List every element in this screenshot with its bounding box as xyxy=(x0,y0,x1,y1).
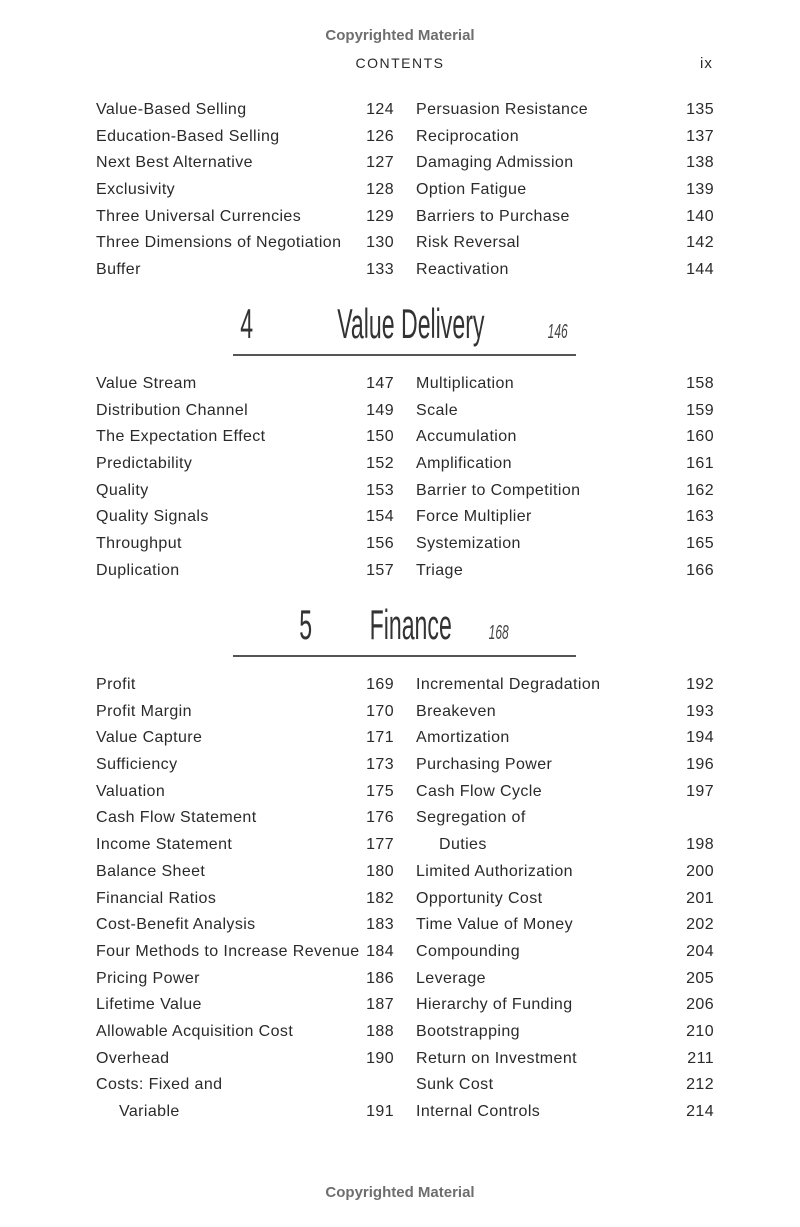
toc-entry[interactable] xyxy=(416,97,714,124)
toc-entry-page: 214 xyxy=(686,1103,714,1120)
toc-entry[interactable] xyxy=(96,725,394,752)
toc-entry-page: 206 xyxy=(686,996,714,1014)
toc-entry-page: 163 xyxy=(686,508,714,526)
toc-entry-page: 126 xyxy=(366,127,394,145)
toc-entry-title: Duplication xyxy=(96,561,180,579)
toc-entry-title: Balance Sheet xyxy=(96,862,206,880)
toc-entry[interactable] xyxy=(416,1019,714,1046)
chapter-heading-4 xyxy=(233,302,576,356)
toc-entry[interactable] xyxy=(96,832,394,859)
toc-entry-page: 200 xyxy=(686,862,714,880)
toc-entry-title: Internal Controls xyxy=(416,1103,541,1120)
toc-entry-page: 140 xyxy=(686,207,714,225)
toc-entry-page: 161 xyxy=(686,455,714,473)
toc-entry-title: Valuation xyxy=(96,782,166,800)
toc-entry[interactable] xyxy=(416,478,714,505)
toc-entry-title: Option Fatigue xyxy=(416,181,527,199)
toc-entry-page: 170 xyxy=(366,702,394,720)
toc-column-right xyxy=(416,97,714,284)
toc-entry-title: Damaging Admission xyxy=(416,154,574,172)
toc-entry-page: 196 xyxy=(686,756,714,774)
toc-entry[interactable] xyxy=(96,504,394,531)
toc-entry[interactable] xyxy=(96,150,394,177)
toc-entry[interactable] xyxy=(416,912,714,939)
toc-entry-title: Costs: Fixed and xyxy=(96,1076,223,1094)
toc-entry-page: 158 xyxy=(686,375,714,392)
toc-entry-title: The Expectation Effect xyxy=(96,428,266,446)
toc-entry-title: Reactivation xyxy=(416,261,509,279)
toc-entry-title: Buffer xyxy=(96,261,141,279)
toc-entry-title: Compounding xyxy=(416,942,521,960)
toc-entry-page: 147 xyxy=(366,375,394,392)
chapter-page: 146 xyxy=(547,321,568,343)
toc-entry-title: Distribution Channel xyxy=(96,401,249,419)
toc-entry[interactable] xyxy=(416,230,714,257)
toc-entry-page: 198 xyxy=(686,836,714,854)
toc-entry-title: Opportunity Cost xyxy=(416,889,543,907)
toc-entry[interactable] xyxy=(416,859,714,886)
toc-entry-title: Quality xyxy=(96,481,149,499)
toc-entry-title: Three Universal Currencies xyxy=(96,207,302,225)
toc-entry[interactable] xyxy=(96,1019,394,1046)
toc-entry-title: Value Stream xyxy=(96,375,197,392)
toc-entry-title: Sunk Cost xyxy=(416,1076,494,1094)
toc-entry-title: Force Multiplier xyxy=(416,508,532,526)
toc-entry-title: Quality Signals xyxy=(96,508,209,526)
toc-entry[interactable] xyxy=(416,966,714,993)
toc-entry-page: 201 xyxy=(686,889,714,907)
toc-entry-title: Amplification xyxy=(416,455,512,473)
toc-entry-page: 212 xyxy=(686,1076,714,1094)
toc-entry[interactable] xyxy=(416,398,714,425)
toc-entry-title: Scale xyxy=(416,401,459,419)
toc-entry-page: 124 xyxy=(366,101,394,118)
toc-entry[interactable] xyxy=(416,424,714,451)
toc-entry[interactable] xyxy=(416,1046,714,1073)
toc-entry-page: 192 xyxy=(686,676,714,693)
toc-entry[interactable] xyxy=(96,177,394,204)
toc-entry-page: 169 xyxy=(366,676,394,693)
toc-entry-page: 142 xyxy=(686,234,714,252)
toc-entry-title: Exclusivity xyxy=(96,181,176,199)
chapter-number: 4 xyxy=(239,300,253,347)
toc-entry[interactable] xyxy=(96,1099,394,1126)
toc-entry-page: 177 xyxy=(366,836,394,854)
toc-entry[interactable] xyxy=(416,531,714,558)
toc-entry-page: 173 xyxy=(366,756,394,774)
toc-entry-page: 149 xyxy=(366,401,394,419)
toc-entry-title: Barrier to Competition xyxy=(416,481,581,499)
toc-entry[interactable] xyxy=(96,1046,394,1073)
toc-column-left xyxy=(96,97,394,284)
toc-entry[interactable] xyxy=(96,398,394,425)
toc-entry-title: Income Statement xyxy=(96,836,233,854)
toc-entry[interactable] xyxy=(96,859,394,886)
toc-entry-page: 137 xyxy=(686,127,714,145)
toc-entry-title: Variable xyxy=(119,1103,180,1120)
toc-entry[interactable] xyxy=(416,805,714,832)
toc-entry-page: 186 xyxy=(366,969,394,987)
toc-entry-title: Throughput xyxy=(96,535,182,553)
toc-entry[interactable] xyxy=(96,478,394,505)
toc-entry-title: Allowable Acquisition Cost xyxy=(96,1022,294,1040)
toc-entry-title: Duties xyxy=(439,836,487,854)
toc-entry[interactable] xyxy=(416,1072,714,1099)
toc-entry-page: 211 xyxy=(687,1049,714,1067)
toc-entry-title: Amortization xyxy=(416,729,510,747)
toc-entry-title: Triage xyxy=(416,561,464,579)
toc-entry[interactable] xyxy=(416,150,714,177)
toc-entry-title: Hierarchy of Funding xyxy=(416,996,573,1014)
toc-entry-page: 194 xyxy=(686,729,714,747)
toc-entry-title: Incremental Degradation xyxy=(416,676,601,693)
toc-entry-page: 160 xyxy=(686,428,714,446)
toc-entry-page: 205 xyxy=(686,969,714,987)
chapter-title: Value Delivery xyxy=(337,300,485,347)
toc-entry[interactable] xyxy=(96,424,394,451)
toc-entry-title: Overhead xyxy=(96,1049,170,1067)
chapter-number: 5 xyxy=(298,601,312,648)
toc-entry-title: Persuasion Resistance xyxy=(416,101,589,118)
toc-entry-page: 184 xyxy=(366,942,394,960)
toc-entry-page: 187 xyxy=(366,996,394,1014)
toc-entry-page: 197 xyxy=(686,782,714,800)
toc-entry-page: 127 xyxy=(366,154,394,172)
toc-entry[interactable] xyxy=(96,1072,394,1099)
toc-entry-title: Value-Based Selling xyxy=(96,101,247,118)
toc-entry[interactable] xyxy=(96,992,394,1019)
toc-entry-title: Cost-Benefit Analysis xyxy=(96,916,256,934)
toc-entry-title: Predictability xyxy=(96,455,193,473)
toc-entry[interactable] xyxy=(96,204,394,231)
toc-column-left xyxy=(96,371,394,585)
toc-entry[interactable] xyxy=(416,177,714,204)
toc-entry-page: 171 xyxy=(366,729,394,747)
toc-entry[interactable] xyxy=(416,124,714,151)
toc-entry-page: 157 xyxy=(366,561,394,579)
copyright-watermark-top: Copyrighted Material xyxy=(325,27,475,44)
toc-entry-title: Breakeven xyxy=(416,702,497,720)
toc-entry[interactable] xyxy=(96,805,394,832)
toc-entry[interactable] xyxy=(96,531,394,558)
toc-entry-page: 190 xyxy=(366,1049,394,1067)
toc-column-right xyxy=(416,371,714,585)
toc-entry[interactable] xyxy=(96,886,394,913)
toc-entry-page: 165 xyxy=(686,535,714,553)
page-number: ix xyxy=(700,55,713,72)
toc-entry[interactable] xyxy=(416,725,714,752)
toc-entry[interactable] xyxy=(416,992,714,1019)
toc-entry[interactable] xyxy=(96,124,394,151)
toc-entry-page: 180 xyxy=(366,862,394,880)
toc-entry-title: Cash Flow Cycle xyxy=(416,782,543,800)
toc-entry[interactable] xyxy=(416,752,714,779)
toc-entry-title: Time Value of Money xyxy=(416,916,573,934)
chapter-heading-5 xyxy=(233,603,576,657)
toc-entry-page: 130 xyxy=(366,234,394,252)
toc-entry-page: 152 xyxy=(366,455,394,473)
toc-entry-title: Systemization xyxy=(416,535,521,553)
toc-entry[interactable] xyxy=(416,558,714,585)
toc-entry-title: Four Methods to Increase Revenue xyxy=(96,942,360,960)
toc-entry-title: Profit Margin xyxy=(96,702,192,720)
toc-entry-page: 129 xyxy=(366,207,394,225)
toc-entry[interactable] xyxy=(416,1099,714,1126)
toc-entry-title: Reciprocation xyxy=(416,127,520,145)
toc-entry-page: 202 xyxy=(686,916,714,934)
toc-entry-page: 182 xyxy=(366,889,394,907)
toc-entry-page: 193 xyxy=(686,702,714,720)
toc-entry[interactable] xyxy=(416,939,714,966)
toc-entry-title: Next Best Alternative xyxy=(96,154,253,172)
toc-entry[interactable] xyxy=(96,672,394,699)
toc-entry-title: Purchasing Power xyxy=(416,756,553,774)
toc-entry-page: 133 xyxy=(366,261,394,279)
toc-entry-page: 156 xyxy=(366,535,394,553)
toc-entry-title: Accumulation xyxy=(416,428,517,446)
toc-entry-title: Risk Reversal xyxy=(416,234,520,252)
toc-entry[interactable] xyxy=(96,912,394,939)
toc-entry[interactable] xyxy=(96,257,394,284)
toc-entry-page: 154 xyxy=(366,508,394,526)
toc-entry-page: 188 xyxy=(366,1022,394,1040)
toc-entry-title: Value Capture xyxy=(96,729,203,747)
toc-entry[interactable] xyxy=(96,371,394,398)
toc-column-left xyxy=(96,672,394,1126)
toc-entry[interactable] xyxy=(416,699,714,726)
copyright-watermark-bottom: Copyrighted Material xyxy=(325,1184,475,1201)
toc-entry-title: Education-Based Selling xyxy=(96,127,280,145)
toc-entry-page: 135 xyxy=(686,101,714,118)
toc-entry[interactable] xyxy=(416,832,714,859)
toc-entry-page: 204 xyxy=(686,942,714,960)
chapter-title: Finance xyxy=(369,601,452,648)
toc-entry-page: 159 xyxy=(686,401,714,419)
toc-entry-page: 210 xyxy=(686,1022,714,1040)
toc-entry-page: 191 xyxy=(366,1103,394,1120)
toc-entry-page: 153 xyxy=(366,481,394,499)
toc-entry-title: Profit xyxy=(96,676,136,693)
toc-entry-title: Cash Flow Statement xyxy=(96,809,257,827)
toc-entry[interactable] xyxy=(416,371,714,398)
toc-entry-page: 183 xyxy=(366,916,394,934)
toc-entry-title: Three Dimensions of Negotiation xyxy=(96,234,342,252)
toc-entry-title: Bootstrapping xyxy=(416,1022,520,1040)
toc-entry[interactable] xyxy=(416,204,714,231)
running-head: CONTENTS xyxy=(355,55,445,71)
toc-entry-page: 138 xyxy=(686,154,714,172)
toc-entry[interactable] xyxy=(416,886,714,913)
toc-entry-title: Limited Authorization xyxy=(416,862,573,880)
toc-entry[interactable] xyxy=(96,966,394,993)
chapter-page: 168 xyxy=(488,622,509,644)
toc-entry-title: Financial Ratios xyxy=(96,889,217,907)
toc-entry-title: Leverage xyxy=(416,969,486,987)
toc-entry-page: 128 xyxy=(366,181,394,199)
toc-entry-page: 175 xyxy=(366,782,394,800)
toc-entry[interactable] xyxy=(96,558,394,585)
toc-entry-page: 150 xyxy=(366,428,394,446)
toc-entry-page: 162 xyxy=(686,481,714,499)
toc-entry[interactable] xyxy=(96,752,394,779)
toc-entry[interactable] xyxy=(96,451,394,478)
toc-entry[interactable] xyxy=(416,451,714,478)
toc-column-right xyxy=(416,672,714,1126)
toc-entry-title: Pricing Power xyxy=(96,969,200,987)
toc-entry-title: Multiplication xyxy=(416,375,515,392)
toc-entry[interactable] xyxy=(416,672,714,699)
toc-entry[interactable] xyxy=(96,699,394,726)
toc-entry-page: 176 xyxy=(366,809,394,827)
toc-entry[interactable] xyxy=(96,230,394,257)
toc-entry[interactable] xyxy=(96,939,394,966)
toc-entry-title: Lifetime Value xyxy=(96,996,202,1014)
toc-entry[interactable] xyxy=(96,97,394,124)
toc-entry-title: Segregation of xyxy=(416,809,526,827)
toc-entry-title: Barriers to Purchase xyxy=(416,207,570,225)
toc-entry-page: 139 xyxy=(686,181,714,199)
toc-entry[interactable] xyxy=(96,779,394,806)
toc-entry[interactable] xyxy=(416,779,714,806)
toc-entry[interactable] xyxy=(416,257,714,284)
toc-entry-title: Sufficiency xyxy=(96,756,178,774)
toc-entry-page: 166 xyxy=(686,561,714,579)
toc-entry-page: 144 xyxy=(686,261,714,279)
toc-entry[interactable] xyxy=(416,504,714,531)
toc-entry-title: Return on Investment xyxy=(416,1049,577,1067)
